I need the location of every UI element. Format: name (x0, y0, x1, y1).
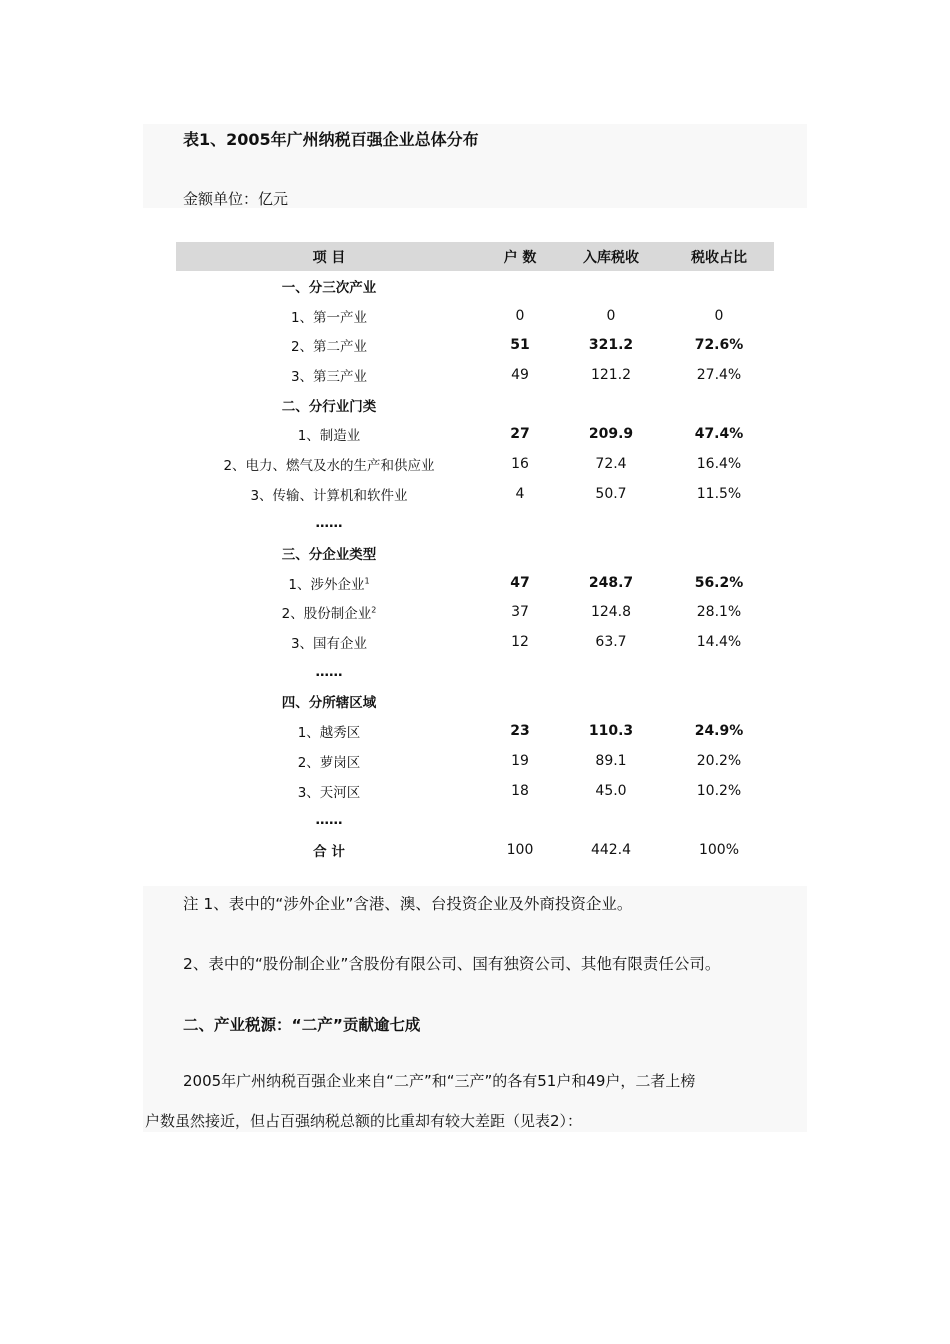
row-label: …… (315, 812, 343, 829)
table-row (176, 419, 774, 449)
row-count (482, 271, 558, 301)
row-label-cell (176, 390, 482, 420)
table-row (176, 509, 774, 539)
row-label: 3、传输、计算机和软件业 (250, 487, 408, 504)
row-tax: 0 (606, 307, 616, 324)
row-tax (558, 390, 664, 420)
paragraph-line-1: 2005年广州纳税百强企业来自“二产”和“三产”的各有51户和49户，二者上榜 (183, 1072, 696, 1090)
table-row (176, 390, 774, 420)
row-label: 2、萝岗区 (297, 754, 361, 771)
row-label-cell (176, 360, 482, 390)
row-label: 1、制造业 (297, 428, 361, 445)
row-tax (558, 657, 664, 687)
row-tax: 209.9 (588, 426, 634, 443)
footnote-marker: 1 (364, 576, 370, 586)
row-count: 4 (515, 485, 525, 502)
row-label-cell (176, 271, 482, 301)
table-body (176, 271, 774, 865)
row-label: 四、分所辖区域 (281, 695, 377, 712)
row-label: …… (315, 663, 343, 680)
header-item: 项 目 (176, 242, 482, 271)
table-row (176, 271, 774, 301)
row-label: …… (315, 515, 343, 532)
table-row (176, 805, 774, 835)
row-tax: 248.7 (588, 574, 634, 591)
row-share: 20.2% (696, 752, 742, 769)
row-tax: 89.1 (595, 752, 627, 769)
row-label-cell (176, 449, 482, 479)
row-label: 3、第三产业 (290, 368, 368, 385)
row-label-cell (176, 301, 482, 331)
row-label: 3、天河区 (297, 784, 361, 801)
row-share (664, 538, 774, 568)
row-label-cell (176, 509, 482, 539)
tax-distribution-table (176, 242, 774, 865)
row-count: 16 (511, 455, 529, 472)
row-count (482, 538, 558, 568)
row-label: 1、第一产业 (290, 309, 368, 326)
table-row (176, 776, 774, 806)
row-count (482, 509, 558, 539)
table-row (176, 360, 774, 390)
row-label-cell (176, 687, 482, 717)
row-count: 49 (511, 366, 529, 383)
row-share: 47.4% (694, 426, 744, 443)
row-share: 16.4% (696, 455, 742, 472)
header-count: 户 数 (482, 242, 558, 271)
table-row (176, 568, 774, 598)
row-count (482, 657, 558, 687)
row-label: 二、分行业门类 (281, 398, 377, 415)
table-row (176, 598, 774, 628)
row-tax (558, 805, 664, 835)
row-share: 72.6% (694, 337, 744, 354)
row-tax (558, 687, 664, 717)
row-tax: 63.7 (595, 634, 627, 651)
paragraph-line-2: 户数虽然接近，但占百强纳税总额的比重却有较大差距（见表2）： (145, 1112, 583, 1130)
row-tax: 442.4 (590, 841, 632, 858)
row-count: 12 (511, 634, 529, 651)
row-label-cell (176, 598, 482, 628)
row-label-cell (176, 776, 482, 806)
row-label-cell (176, 805, 482, 835)
row-tax (558, 538, 664, 568)
header-share: 税收占比 (664, 242, 774, 271)
row-share (664, 390, 774, 420)
row-share: 10.2% (696, 782, 742, 799)
row-share: 11.5% (696, 485, 742, 502)
row-count: 37 (511, 604, 529, 621)
row-share: 56.2% (694, 574, 744, 591)
table-row (176, 835, 774, 865)
row-tax (558, 271, 664, 301)
table-row (176, 627, 774, 657)
table-row (176, 330, 774, 360)
row-share: 0 (714, 307, 724, 324)
row-label-cell (176, 538, 482, 568)
row-label: 合 计 (313, 843, 345, 860)
row-count (482, 805, 558, 835)
table-header-row (176, 242, 774, 271)
row-label: 三、分企业类型 (281, 547, 377, 564)
table-row (176, 746, 774, 776)
row-label: 3、国有企业 (290, 636, 368, 653)
row-count: 18 (511, 782, 529, 799)
row-tax: 50.7 (595, 485, 627, 502)
footnote-2: 2、表中的“股份制企业”含股份有限公司、国有独资公司、其他有限责任公司。 (183, 955, 721, 973)
row-tax: 110.3 (588, 723, 634, 740)
table-row (176, 657, 774, 687)
row-label: 1、越秀区 (297, 725, 361, 742)
table-row (176, 449, 774, 479)
table-row (176, 687, 774, 717)
row-share (664, 687, 774, 717)
row-share (664, 509, 774, 539)
row-tax: 321.2 (588, 337, 634, 354)
row-share (664, 657, 774, 687)
row-tax: 121.2 (590, 366, 632, 383)
row-count: 23 (510, 723, 530, 740)
row-share: 24.9% (694, 723, 744, 740)
row-count: 47 (510, 574, 530, 591)
amount-unit: 金额单位：亿元 (183, 190, 289, 208)
row-tax (558, 509, 664, 539)
table-row (176, 301, 774, 331)
row-count: 0 (515, 307, 525, 324)
row-label: 2、第二产业 (290, 339, 368, 356)
row-share: 28.1% (696, 604, 742, 621)
row-count (482, 687, 558, 717)
row-label: 2、股份制企业 (281, 606, 372, 623)
row-share (664, 805, 774, 835)
row-count: 51 (510, 337, 530, 354)
header-tax: 入库税收 (558, 242, 664, 271)
row-count (482, 390, 558, 420)
footnote-marker: 2 (371, 605, 377, 615)
row-count: 19 (511, 752, 529, 769)
row-label-cell (176, 657, 482, 687)
table-row (176, 716, 774, 746)
row-tax: 72.4 (595, 455, 627, 472)
row-label: 一、分三次产业 (281, 279, 377, 296)
row-share: 14.4% (696, 634, 742, 651)
row-label-cell (176, 330, 482, 360)
row-label-cell (176, 716, 482, 746)
row-share (664, 271, 774, 301)
row-label-cell (176, 835, 482, 865)
row-label: 1、涉外企业 (288, 576, 365, 593)
row-tax: 124.8 (590, 604, 632, 621)
row-label-cell (176, 419, 482, 449)
table-row (176, 479, 774, 509)
row-count: 27 (510, 426, 530, 443)
row-share: 27.4% (696, 366, 742, 383)
row-count: 100 (506, 841, 534, 858)
row-tax: 45.0 (595, 782, 627, 799)
row-share: 100% (698, 841, 740, 858)
row-label: 2、电力、燃气及水的生产和供应业 (223, 457, 435, 474)
row-label-cell (176, 746, 482, 776)
row-label-cell (176, 479, 482, 509)
table-row (176, 538, 774, 568)
section-heading: 二、产业税源：“二产”贡献逾七成 (183, 1016, 421, 1034)
row-label-cell (176, 627, 482, 657)
footnote-1: 注 1、表中的“涉外企业”含港、澳、台投资企业及外商投资企业。 (183, 895, 633, 913)
row-label-cell (176, 568, 482, 598)
notes-band (143, 886, 807, 1132)
table-title: 表1、2005年广州纳税百强企业总体分布 (183, 130, 479, 149)
